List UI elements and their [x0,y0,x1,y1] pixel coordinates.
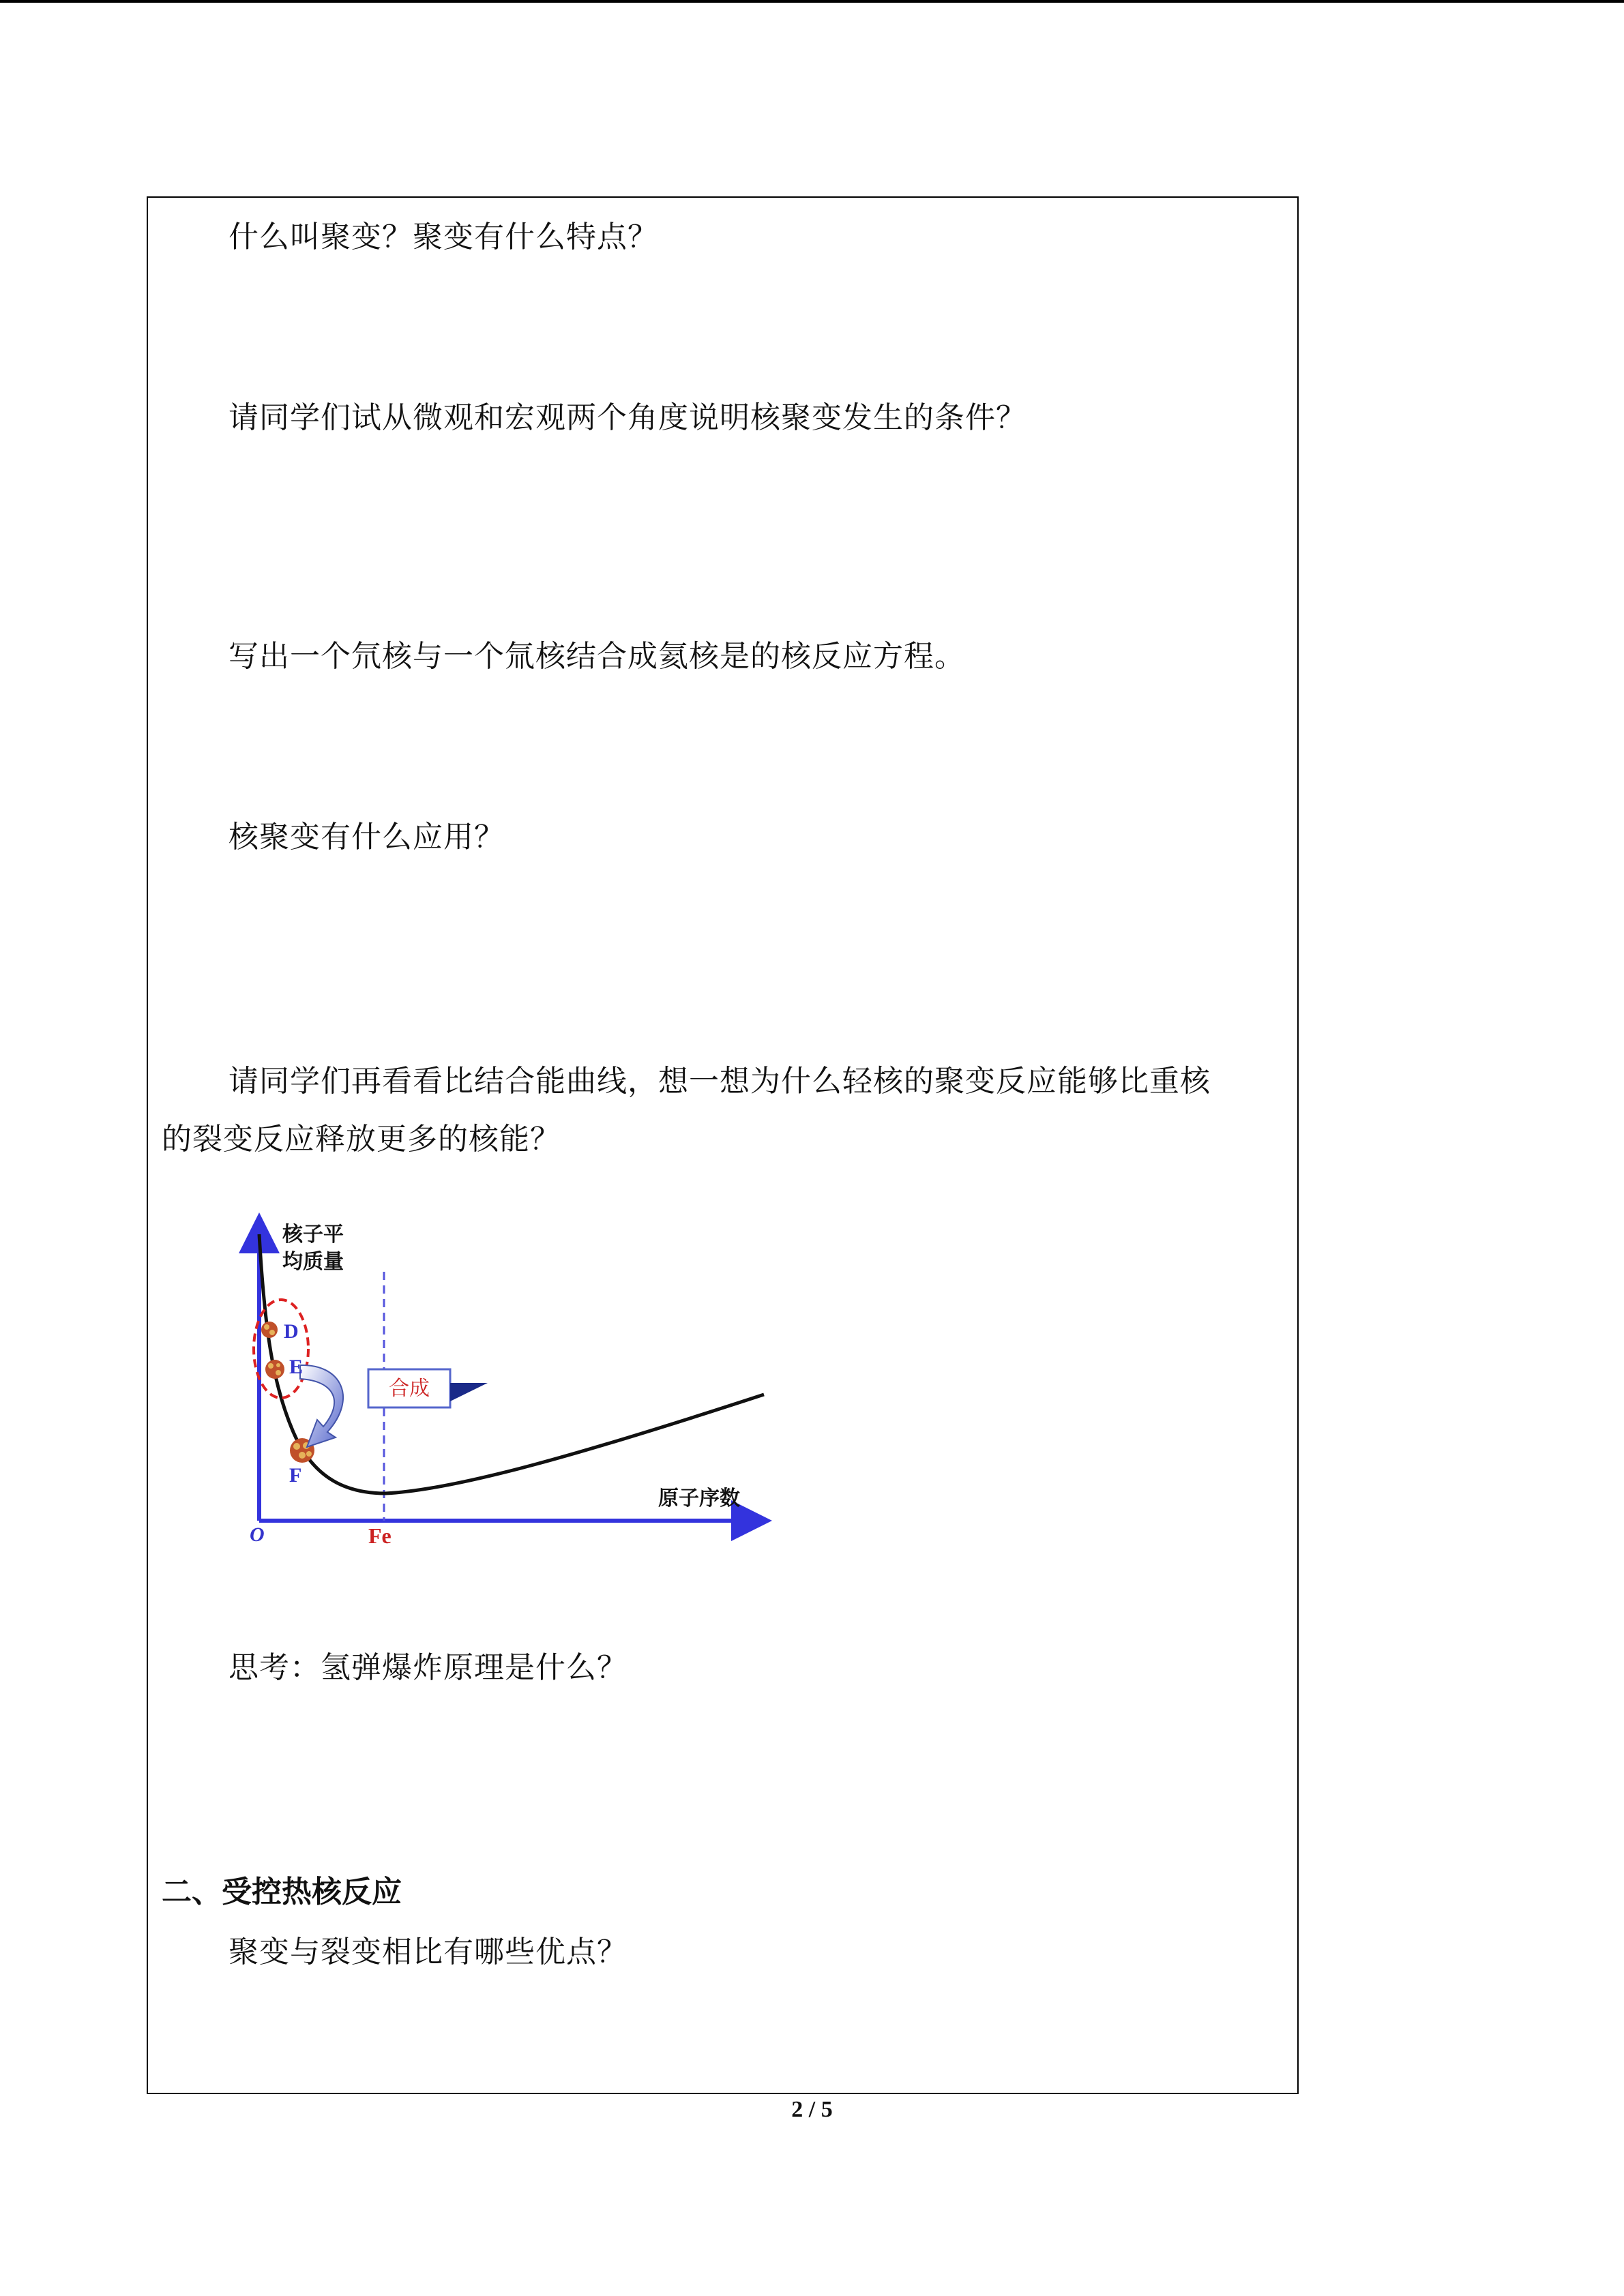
fe-label: Fe [368,1523,392,1548]
question-reaction-equation: 写出一个氘核与一个氚核结合成氦核是的核反应方程。 [228,639,965,674]
page-number: 2 / 5 [791,2097,833,2122]
synthesis-curved-arrow [300,1365,343,1447]
y-axis-label-line2: 均质量 [282,1250,344,1274]
nucleus-e-icon [265,1360,284,1379]
nucleus-d-icon [261,1322,278,1338]
section-heading: 二、受控热核反应 [162,1875,402,1909]
question-fusion-definition: 什么叫聚变？聚变有什么特点？ [228,220,658,254]
origin-label: O [250,1523,265,1546]
question-hydrogen-bomb: 思考：氢弹爆炸原理是什么？ [228,1650,628,1685]
synthesis-pointer [450,1383,488,1401]
question-fusion-conditions: 请同学们试从微观和宏观两个角度说明核聚变发生的条件？ [228,400,1027,435]
nucleon-mass-figure [232,1207,778,1562]
question-fusion-advantages: 聚变与裂变相比有哪些优点？ [228,1935,628,1969]
question-binding-energy-line1: 请同学们再看看比结合能曲线，想一想为什么轻核的聚变反应能够比重核 [228,1064,1211,1099]
light-nuclei-circle [254,1300,308,1398]
y-axis-label-line1: 核子平 [282,1223,344,1247]
top-rule [0,0,1624,3]
x-axis-label: 原子序数 [658,1487,740,1510]
point-f-label: F [289,1464,302,1487]
question-binding-energy-line2: 的裂变反应释放更多的核能？ [162,1122,561,1157]
point-e-label: E [289,1356,304,1378]
question-fusion-applications: 核聚变有什么应用？ [228,820,505,854]
synthesis-label: 合成 [389,1377,430,1401]
point-d-label: D [284,1320,299,1343]
